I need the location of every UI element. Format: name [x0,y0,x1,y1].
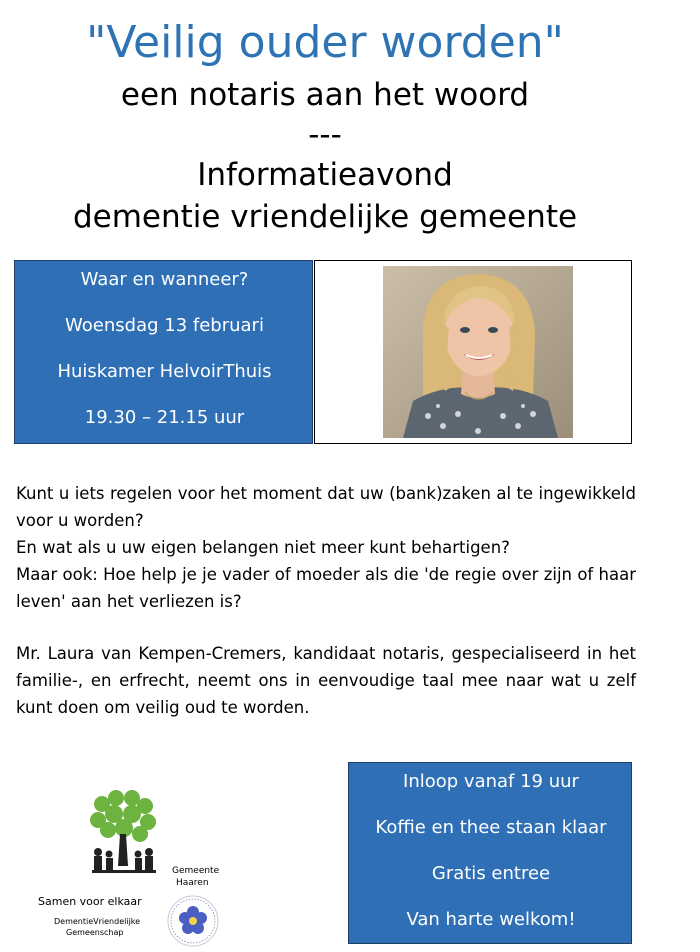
info-heading: Waar en wanneer? [80,269,249,290]
subtitle-informatieavond: Informatieavond [197,157,453,193]
logo-dv-line2: Gemeenschap [66,928,124,937]
paragraph-question-1: Kunt u iets regelen voor het moment dat uw (bank)zaken al te ingewikkeld voor u worden? [16,484,636,530]
logo-gemeente-label: Gemeente [172,866,220,876]
logo-haaren-label: Haaren [176,878,209,888]
info-box [14,260,313,444]
body-text-block-2 [16,640,636,721]
logo-samen-voor-elkaar: Samen voor elkaar [38,895,142,908]
tree-logo-icon [88,790,158,878]
subtitle-dementie: dementie vriendelijke gemeente [72,199,578,235]
subtitle-divider: --- [308,117,342,153]
welcome-line-entree: Gratis entree [431,863,551,884]
forget-me-not-logo-icon [166,894,220,948]
body-text-block-1 [16,480,636,615]
photo-frame [314,260,632,444]
welcome-line-inloop: Inloop vanaf 19 uur [403,771,579,792]
speaker-photo [383,266,573,438]
subtitle-notaris: een notaris aan het woord [120,77,530,113]
info-date: Woensdag 13 februari [65,315,264,336]
info-time: 19.30 – 21.15 uur [84,407,245,428]
welcome-box [348,762,632,944]
page-title: "Veilig ouder worden" [86,17,564,68]
paragraph-question-3: Maar ook: Hoe help je je vader of moeder als die 'de regie over zijn of haar leven' aan het verliezen is? [16,565,636,611]
welcome-line-koffie: Koffie en thee staan klaar [375,817,607,838]
paragraph-question-2: En wat als u uw eigen belangen niet meer kunt behartigen? [16,538,510,557]
welcome-line-welkom: Van harte welkom! [406,909,576,930]
logo-dv-line1: DementieVriendelijke [54,917,141,926]
info-place: Huiskamer HelvoirThuis [57,361,272,382]
paragraph-speaker: Mr. Laura van Kempen-Cremers, kandidaat notaris, gespecialiseerd in het familie-, en erfrecht, neemt ons in eenvoudige taal mee naar wat u zelf kunt doen om veilig oud te worden. [16,644,636,717]
